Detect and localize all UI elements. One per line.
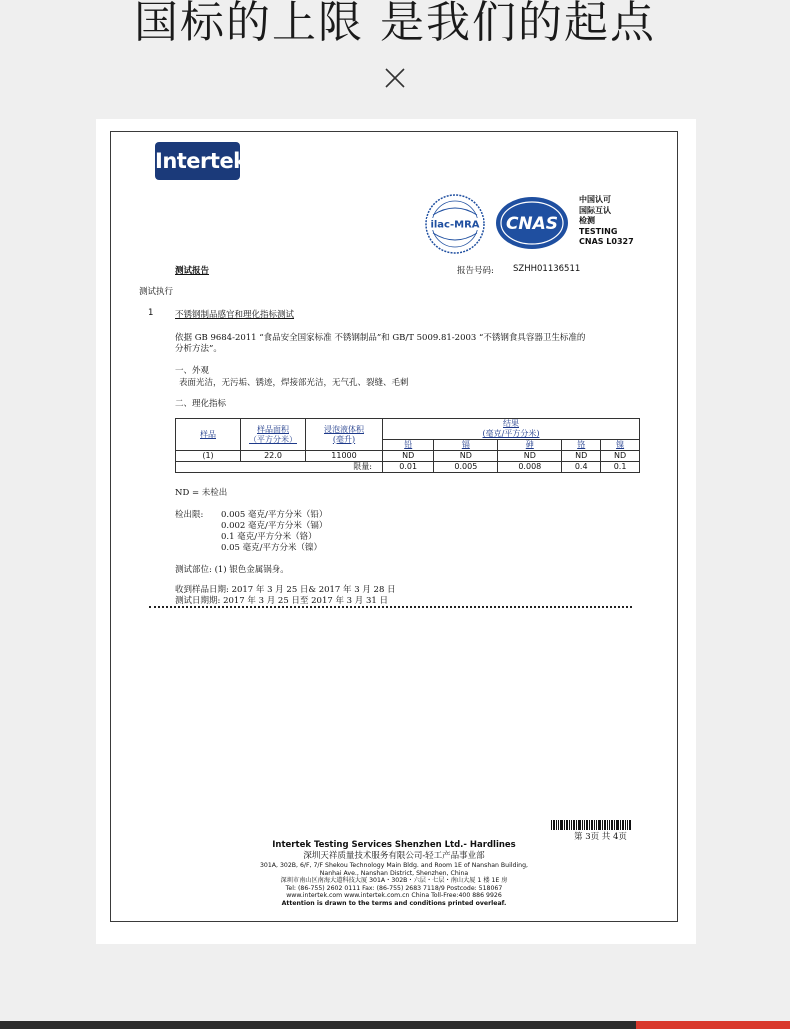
table-header-area: 样品面积 （平方分米）: [241, 419, 306, 451]
footer-company-en: Intertek Testing Services Shenzhen Ltd.- Hardlines: [272, 840, 516, 850]
table-cell: (1): [176, 451, 241, 462]
appearance-heading: 一、外观: [175, 366, 210, 376]
basis-line-1: 依据 GB 9684-2011 “食品安全国家标准 不锈钢制品”和 GB/T 5009.81-2003 “不锈钢食具容器卫生标准的: [175, 333, 586, 343]
table-limit-label: 限量:: [176, 462, 383, 473]
received-date: 收到样品日期: 2017 年 3 月 25 日& 2017 年 3 月 28 日: [175, 585, 396, 595]
table-cell: ND: [383, 451, 434, 462]
table-cell: 0.01: [383, 462, 434, 473]
close-icon[interactable]: [384, 67, 406, 89]
table-header-cadmium: 镉: [434, 440, 498, 451]
footer-company-cn: 深圳天祥质量技术服务有限公司-轻工产品事业部: [303, 851, 485, 861]
section-label: 测试执行: [139, 287, 174, 297]
accreditation-line: CNAS L0327: [579, 237, 634, 246]
table-header-nickel: 镍: [601, 440, 640, 451]
table-cell: 0.008: [498, 462, 562, 473]
accreditation-line: 中国认可: [579, 195, 611, 204]
footer-address-en-1: 301A, 302B, 6/F, 7/F Shekou Technology Main Bldg. and Room 1E of Nanshan Building,: [259, 862, 528, 869]
table-header-arsenic: 砷: [498, 440, 562, 451]
appearance-text: 表面光洁，无污垢、锈迹，焊接部光洁，无气孔、裂缝、毛刺: [179, 378, 409, 388]
ilac-mra-logo: [423, 193, 487, 255]
table-cell: ND: [601, 451, 640, 462]
nd-note: ND = 未检出: [175, 488, 228, 498]
table-header-chromium: 铬: [562, 440, 601, 451]
report-number: SZHH01136511: [513, 264, 581, 274]
accreditation-text: [579, 195, 634, 248]
accreditation-line: 检测: [579, 216, 595, 225]
detection-limit: 0.002 毫克/平方分米（镉）: [221, 521, 328, 531]
table-cell: ND: [498, 451, 562, 462]
table-header-result: 结果 (毫克/平方分米): [383, 419, 640, 440]
accreditation-line: 国际互认: [579, 205, 611, 215]
footer-attention: Attention is drawn to the terms and conditions printed overleaf.: [281, 899, 507, 907]
table-header-volume: 浸泡液体积 (毫升): [306, 419, 383, 451]
table-cell: 0.005: [434, 462, 498, 473]
item-title: 不锈钢制品感官和理化指标测试: [175, 310, 295, 320]
cnas-logo: [494, 195, 570, 251]
test-date: 测试日期期: 2017 年 3 月 25 日至 2017 年 3 月 31 日: [175, 596, 388, 606]
table-row: [176, 462, 640, 473]
table-header-lead: 铅: [383, 440, 434, 451]
table-cell: 0.1: [601, 462, 640, 473]
svg-text:CNAS: CNAS: [505, 214, 559, 234]
barcode-image: [551, 820, 631, 830]
table-cell: ND: [434, 451, 498, 462]
footer-address-cn: 深圳市南山区南海大道科技大厦 301A・302B・六层・七层・南山大厦 1 楼 1E 房: [280, 877, 508, 885]
bottom-bar-accent: [636, 1021, 790, 1029]
intertek-logo: Intertek: [155, 142, 240, 180]
table-cell: 11000: [306, 451, 383, 462]
physchem-heading: 二、理化指标: [175, 399, 227, 409]
table-row: [176, 451, 640, 462]
test-part: 测试部位: (1) 银色金属锅身。: [175, 565, 289, 575]
report-footer: [111, 840, 677, 908]
svg-text:ilac-MRA: ilac-MRA: [430, 219, 480, 231]
dotted-divider: [149, 606, 632, 608]
table-cell: 0.4: [562, 462, 601, 473]
basis-line-2: 分析方法”。: [175, 344, 222, 354]
page-headline: 国标的上限 是我们的起点: [134, 0, 656, 48]
detection-limit: 0.1 毫克/平方分米（铬）: [221, 532, 317, 542]
table-cell: 22.0: [241, 451, 306, 462]
table-cell: ND: [562, 451, 601, 462]
bottom-bar: [0, 1021, 636, 1029]
footer-tel: Tel: (86-755) 2602 0111 Fax: (86-755) 2683 7118/9 Postcode: 518067: [285, 884, 503, 892]
accreditation-line: TESTING: [579, 226, 618, 236]
detection-label: 检出限:: [175, 510, 204, 520]
test-report-document: [110, 131, 678, 922]
detection-limit: 0.05 毫克/平方分米（镍）: [221, 543, 322, 553]
report-number-label: 报告号码:: [457, 266, 494, 276]
footer-web: www.intertek.com www.intertek.com.cn China Toll-Free:400 886 9926: [286, 892, 502, 900]
page-info: 第 3页 共 4页: [574, 832, 627, 842]
detection-limit: 0.005 毫克/平方分米（铅）: [221, 510, 328, 520]
table-header-sample: 样品: [176, 419, 241, 451]
results-table: [175, 418, 640, 473]
item-number: 1: [148, 308, 154, 318]
report-title: 测试报告: [175, 266, 210, 276]
footer-address-en-2: Nanhai Ave., Nanshan District, Shenzhen, China: [319, 869, 469, 877]
